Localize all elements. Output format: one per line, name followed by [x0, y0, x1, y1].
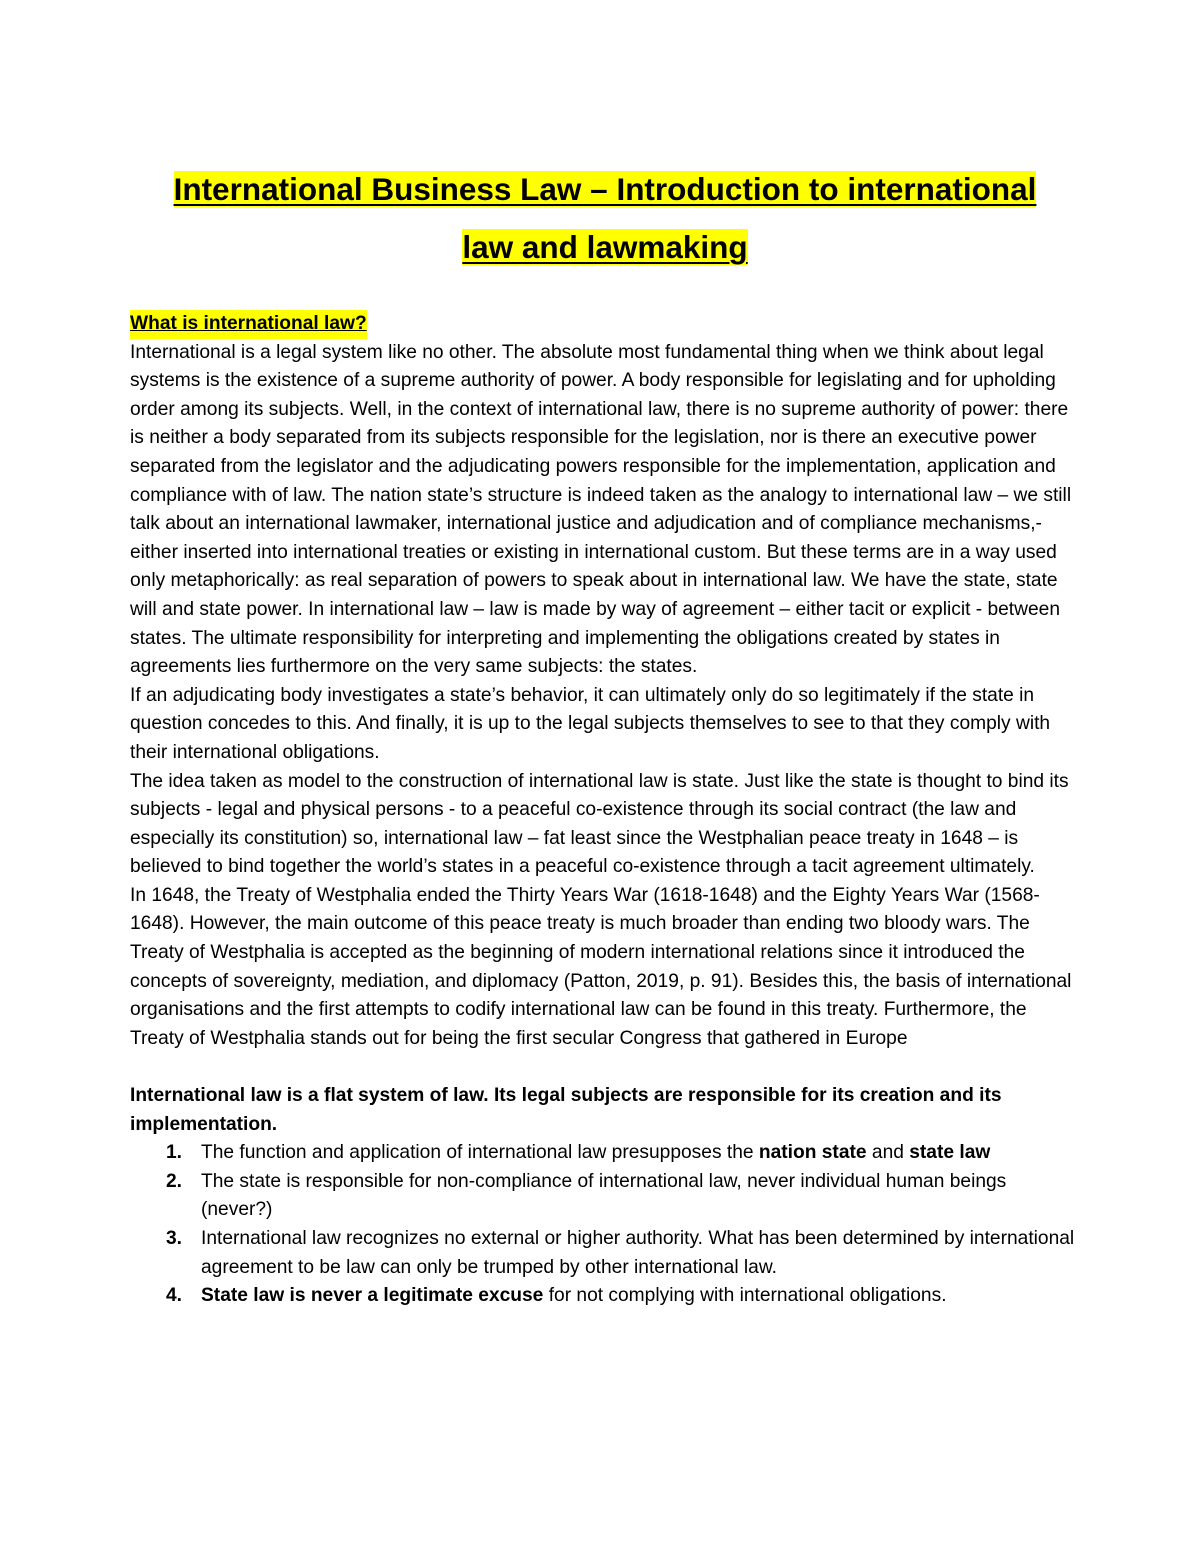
item-text: The state is responsible for non-compliance of international law, never individual human beings (never?): [201, 1170, 1007, 1221]
title-line-1: International Business Law – Introduction to international: [173, 171, 1037, 207]
list-number: 2.: [166, 1170, 183, 1192]
list-item: [130, 1139, 1080, 1168]
list-item: [130, 1225, 1080, 1282]
item-text: International law recognizes no external or higher authority. What has been determined by international agreement to be law can only be trumped by other international law.: [201, 1228, 1075, 1278]
paragraph: In 1648, the Treaty of Westphalia ended the Thirty Years War (1618-1648) and the Eighty Years War (1568-1648). However, the main outcome of this peace treaty is much broader than ending two bloody wars. The Treaty of Westphalia is accepted as the beginning of modern international relations since it introduced the concepts of sovereignty, mediation, and diplomacy (Patton, 2019, p. 91). Besides this, the basis of international organisations and the first attempts to codify international law can be found in this treaty. Furthermore, the Treaty of Westphalia stands out for being the first secular Congress that gathered in Europe: [130, 884, 1072, 1049]
item-text: for not complying with international obligations.: [543, 1285, 947, 1307]
item-emphasis: state law: [909, 1142, 991, 1164]
principles-list: [130, 1139, 1080, 1311]
flat-system-statement: International law is a flat system of law. Its legal subjects are responsible for its creation and its implementation.: [130, 1085, 1002, 1135]
list-item: [130, 1168, 1080, 1225]
item-emphasis: nation state: [758, 1142, 867, 1164]
item-emphasis: State law is never a legitimate excuse: [201, 1285, 544, 1307]
title-line-2: law and lawmaking: [462, 229, 748, 265]
section-heading-row: [130, 310, 1080, 339]
paragraph: The idea taken as model to the construction of international law is state. Just like the state is thought to bind its subjects - legal and physical persons - to a peaceful co-existence through its social contract (the law and especially its constitution) so, international law – fat least since the Westphalian peace treaty in 1648 – is believed to bind together the world’s states in a peaceful co-existence through a tacit agreement ultimately.: [130, 770, 1069, 878]
paragraph: International is a legal system like no other. The absolute most fundamental thing when we think about legal systems is the existence of a supreme authority of power. A body responsible for legislating and for upholding order among its subjects. Well, in the context of international law, there is no supreme authority of power: there is neither a body separated from its subjects responsible for the legislation, nor is there an executive power separated from the legislator and the adjudicating powers responsible for the implementation, application and compliance with of law. The nation state’s structure is indeed taken as the analogy to international law – we still talk about an international lawmaker, international justice and adjudication and of compliance mechanisms,- either inserted into international treaties or existing in international custom. But these terms are in a way used only metaphorically: as real separation of powers to speak about in international law. We have the state, state will and state power. In international law – law is made by way of agreement – either tacit or explicit - between states. The ultimate responsibility for interpreting and implementing the obligations created by states in agreements lies furthermore on the very same subjects: the states.: [130, 341, 1072, 678]
list-number: 4.: [166, 1285, 183, 1307]
document-title: [130, 160, 1080, 276]
list-number: 3.: [166, 1228, 183, 1249]
paragraph: If an adjudicating body investigates a state’s behavior, it can ultimately only do so legitimately if the state in question concedes to this. And finally, it is up to the legal subjects themselves to see to that they comply with their international obligations.: [130, 684, 1051, 763]
item-text: and: [866, 1142, 910, 1164]
document-page: [130, 160, 1080, 1311]
document-body: [130, 310, 1080, 1311]
item-text: The function and application of international law presupposes the: [201, 1142, 759, 1164]
list-item: [130, 1282, 1080, 1311]
list-number: 1.: [166, 1142, 183, 1164]
section-heading: What is international law?: [130, 310, 367, 339]
paragraph-spacer: [130, 1053, 1080, 1082]
